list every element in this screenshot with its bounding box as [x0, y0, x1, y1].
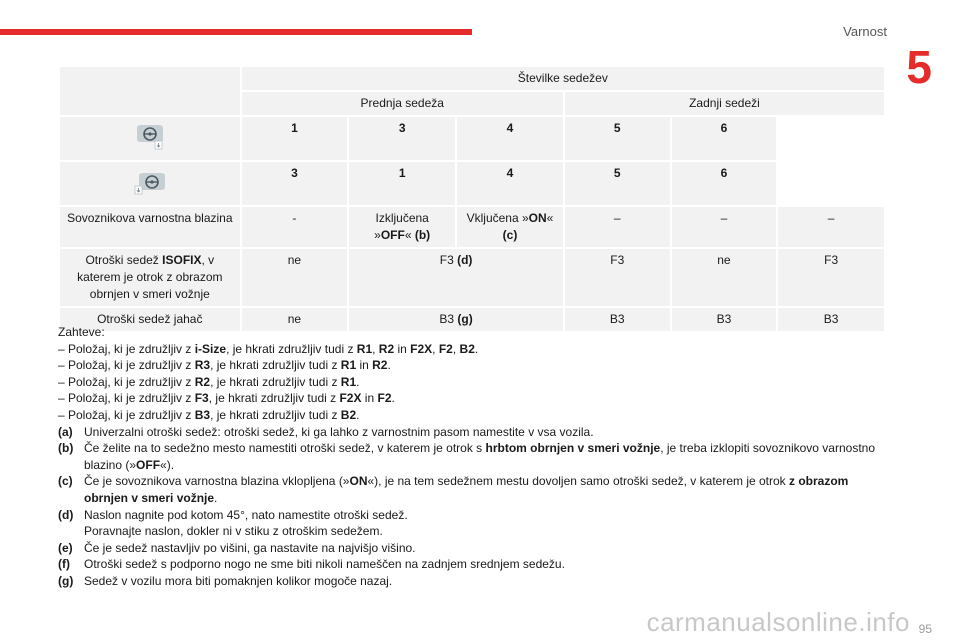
airbag-off-icon [59, 161, 241, 206]
table-cell: – [671, 206, 778, 248]
table-cell: B3 [671, 307, 778, 332]
table-cell: 3 [348, 116, 456, 161]
table-cell: - [241, 206, 349, 248]
table-corner [59, 66, 241, 116]
watermark: carmanualsonline.info [646, 607, 910, 637]
header-accent-bar [0, 29, 472, 35]
table-row [59, 116, 885, 161]
front-seats-header: Prednja sedeža [241, 91, 564, 116]
note-dash: – Položaj, ki je združljiv z R3, je hkrati združljiv tudi z R1 in R2. [58, 358, 391, 373]
row-label-airbag: Sovoznikova varnostna blazina [59, 206, 241, 248]
table-cell: 1 [348, 161, 456, 206]
table-cell: F3 (d) [348, 248, 564, 307]
row-label-booster: Otroški sedež jahač [59, 307, 241, 332]
table-cell: ne [241, 307, 349, 332]
table-cell-airbag-off: Izključena »OFF« (b) [348, 206, 456, 248]
rear-seats-header: Zadnji sedeži [564, 91, 885, 116]
table-cell: 4 [456, 161, 564, 206]
requirements-notes [58, 324, 888, 590]
table-cell: B3 [777, 307, 885, 332]
note-c: (c) Če je sovoznikova varnostna blazina vklopljena (»ON«), je na tem sedežnem mestu dovoljen samo otroški sedež, v katerem je otrok z obrazom obrnjen v smeri vožnje. [58, 474, 849, 505]
table-cell: – [777, 206, 885, 248]
note-dash: – Položaj, ki je združljiv z R2, je hkrati združljiv tudi z R1. [58, 374, 360, 389]
seat-table [58, 65, 886, 333]
table-cell: 6 [671, 161, 778, 206]
table-cell: B3 [564, 307, 671, 332]
chapter-number: 5 [906, 41, 932, 93]
table-cell: ne [671, 248, 778, 307]
table-cell: 5 [564, 161, 671, 206]
note-d: (d) Naslon nagnite pod kotom 45°, nato namestite otroški sedež. Poravnajte naslon, dokler ni v stiku z otroškim sedežem. [58, 507, 408, 539]
table-cell: ne [241, 248, 349, 307]
note-b: (b) Če želite na to sedežno mesto namestiti otroški sedež, v katerem je otrok s hrbtom obrnjen v smeri vožnje, je treba izklopiti sovoznikovo varnostno blazino (»OFF«). [58, 441, 875, 472]
table-cell: 5 [564, 116, 671, 161]
table-row [59, 206, 885, 248]
table-cell-airbag-on: Vključena »ON« (c) [456, 206, 564, 248]
table-cell: 6 [671, 116, 778, 161]
note-a: (a) Univerzalni otroški sedež: otroški sedež, ki ga lahko z varnostnim pasom namestite v vsa vozila. [58, 424, 594, 439]
notes-intro: Zahteve: [58, 325, 105, 339]
table-cell: B3 (g) [348, 307, 564, 332]
note-dash: – Položaj, ki je združljiv z B3, je hkrati združljiv tudi z B2. [58, 407, 360, 422]
seat-numbers-header: Številke sedežev [241, 66, 885, 91]
table-cell: F3 [777, 248, 885, 307]
table-cell: 3 [241, 161, 349, 206]
page-number: 95 [918, 622, 932, 636]
table-cell: F3 [564, 248, 671, 307]
note-dash: – Položaj, ki je združljiv z F3, je hkrati združljiv tudi z F2X in F2. [58, 391, 395, 406]
airbag-on-icon [59, 116, 241, 161]
note-dash: – Položaj, ki je združljiv z i-Size, je hkrati združljiv tudi z R1, R2 in F2X, F2, B2. [58, 341, 479, 356]
table-cell: 4 [456, 116, 564, 161]
note-g: (g) Sedež v vozilu mora biti pomaknjen kolikor mogoče nazaj. [58, 573, 393, 588]
note-e: (e) Če je sedež nastavljiv po višini, ga nastavite na najvišjo višino. [58, 540, 416, 555]
table-row [59, 248, 885, 307]
table-cell: – [564, 206, 671, 248]
table-cell: 1 [241, 116, 349, 161]
section-title: Varnost [843, 24, 887, 39]
note-f: (f) Otroški sedež s podporno nogo ne sme biti nikoli nameščen na zadnjem srednjem sedežu. [58, 557, 565, 572]
row-label-isofix: Otroški sedež ISOFIX, v katerem je otrok z obrazom obrnjen v smeri vožnje [59, 248, 241, 307]
table-row [59, 161, 885, 206]
